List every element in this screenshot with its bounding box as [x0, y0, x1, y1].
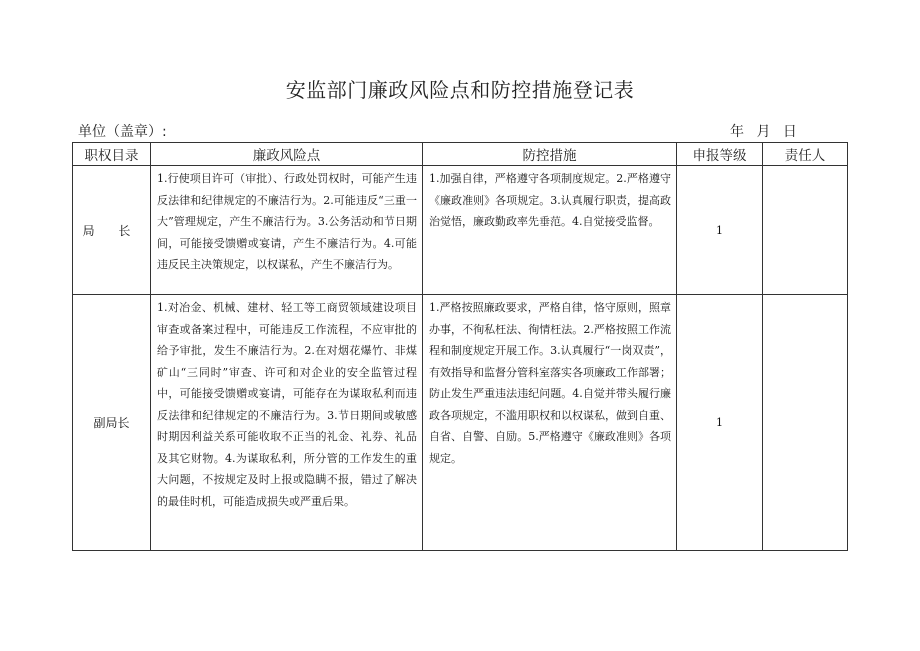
responsible-cell — [763, 295, 848, 551]
header-responsible: 责任人 — [763, 143, 848, 166]
risk-register-table — [72, 142, 848, 551]
position-cell: 副局长 — [73, 295, 151, 551]
position-cell: 局 长 — [73, 166, 151, 295]
measures-cell: 1.加强自律，严格遵守各项制度规定。2.严格遵守《廉政准则》各项规定。3.认真履行职责，提高政治觉悟，廉政勤政率先垂范。4.自觉接受监督。 — [423, 166, 677, 295]
measures-cell: 1.严格按照廉政要求，严格自律，恪守原则，照章办事，不徇私枉法、徇情枉法。2.严格按照工作流程和制度规定开展工作。3.认真履行“一岗双责”，有效指导和监督分管科室落实各项廉政工作部署；防止发生严重违法违纪问题。4.自觉并带头履行廉政各项规定，不滥用职权和以权谋私，做到自重、自省、自警、自励。5.严格遵守《廉政准则》各项规定。 — [423, 295, 677, 551]
table-row — [73, 295, 848, 551]
responsible-cell — [763, 166, 848, 295]
header-level: 申报等级 — [677, 143, 763, 166]
date-label: 年 月 日 — [730, 124, 797, 140]
unit-seal-label: 单位（盖章）: — [78, 124, 167, 140]
header-authority: 职权目录 — [73, 143, 151, 166]
table-header-row — [73, 143, 848, 166]
risk-cell: 1.对冶金、机械、建材、轻工等工商贸领域建设项目审查或备案过程中，可能违反工作流程，不应审批的给予审批，发生不廉洁行为。2.在对烟花爆竹、非煤矿山“三同时”审查、许可和对企业的安全监管过程中，可能接受馈赠或宴请，可能存在为谋取私利而违反法律和纪律规定的不廉洁行为。3.节日期间或敏感时期因利益关系可能收取不正当的礼金、礼券、礼品及其它财物。4.为谋取私利，所分管的工作发生的重大问题，不按规定及时上报或隐瞒不报，错过了解决的最佳时机，可能造成损失或严重后果。 — [151, 295, 423, 551]
table-row — [73, 166, 848, 295]
page-title: 安监部门廉政风险点和防控措施登记表 — [285, 78, 635, 102]
level-cell: 1 — [677, 295, 763, 551]
header-risk-points: 廉政风险点 — [151, 143, 423, 166]
risk-cell: 1.行使项目许可（审批）、行政处罚权时，可能产生违反法律和纪律规定的不廉洁行为。2.可能违反“三重一大”管理规定，产生不廉洁行为。3.公务活动和节日期间，可能接受馈赠或宴请，产生不廉洁行为。4.可能违反民主决策规定，以权谋私，产生不廉洁行为。 — [151, 166, 423, 295]
level-cell: 1 — [677, 166, 763, 295]
header-measures: 防控措施 — [423, 143, 677, 166]
